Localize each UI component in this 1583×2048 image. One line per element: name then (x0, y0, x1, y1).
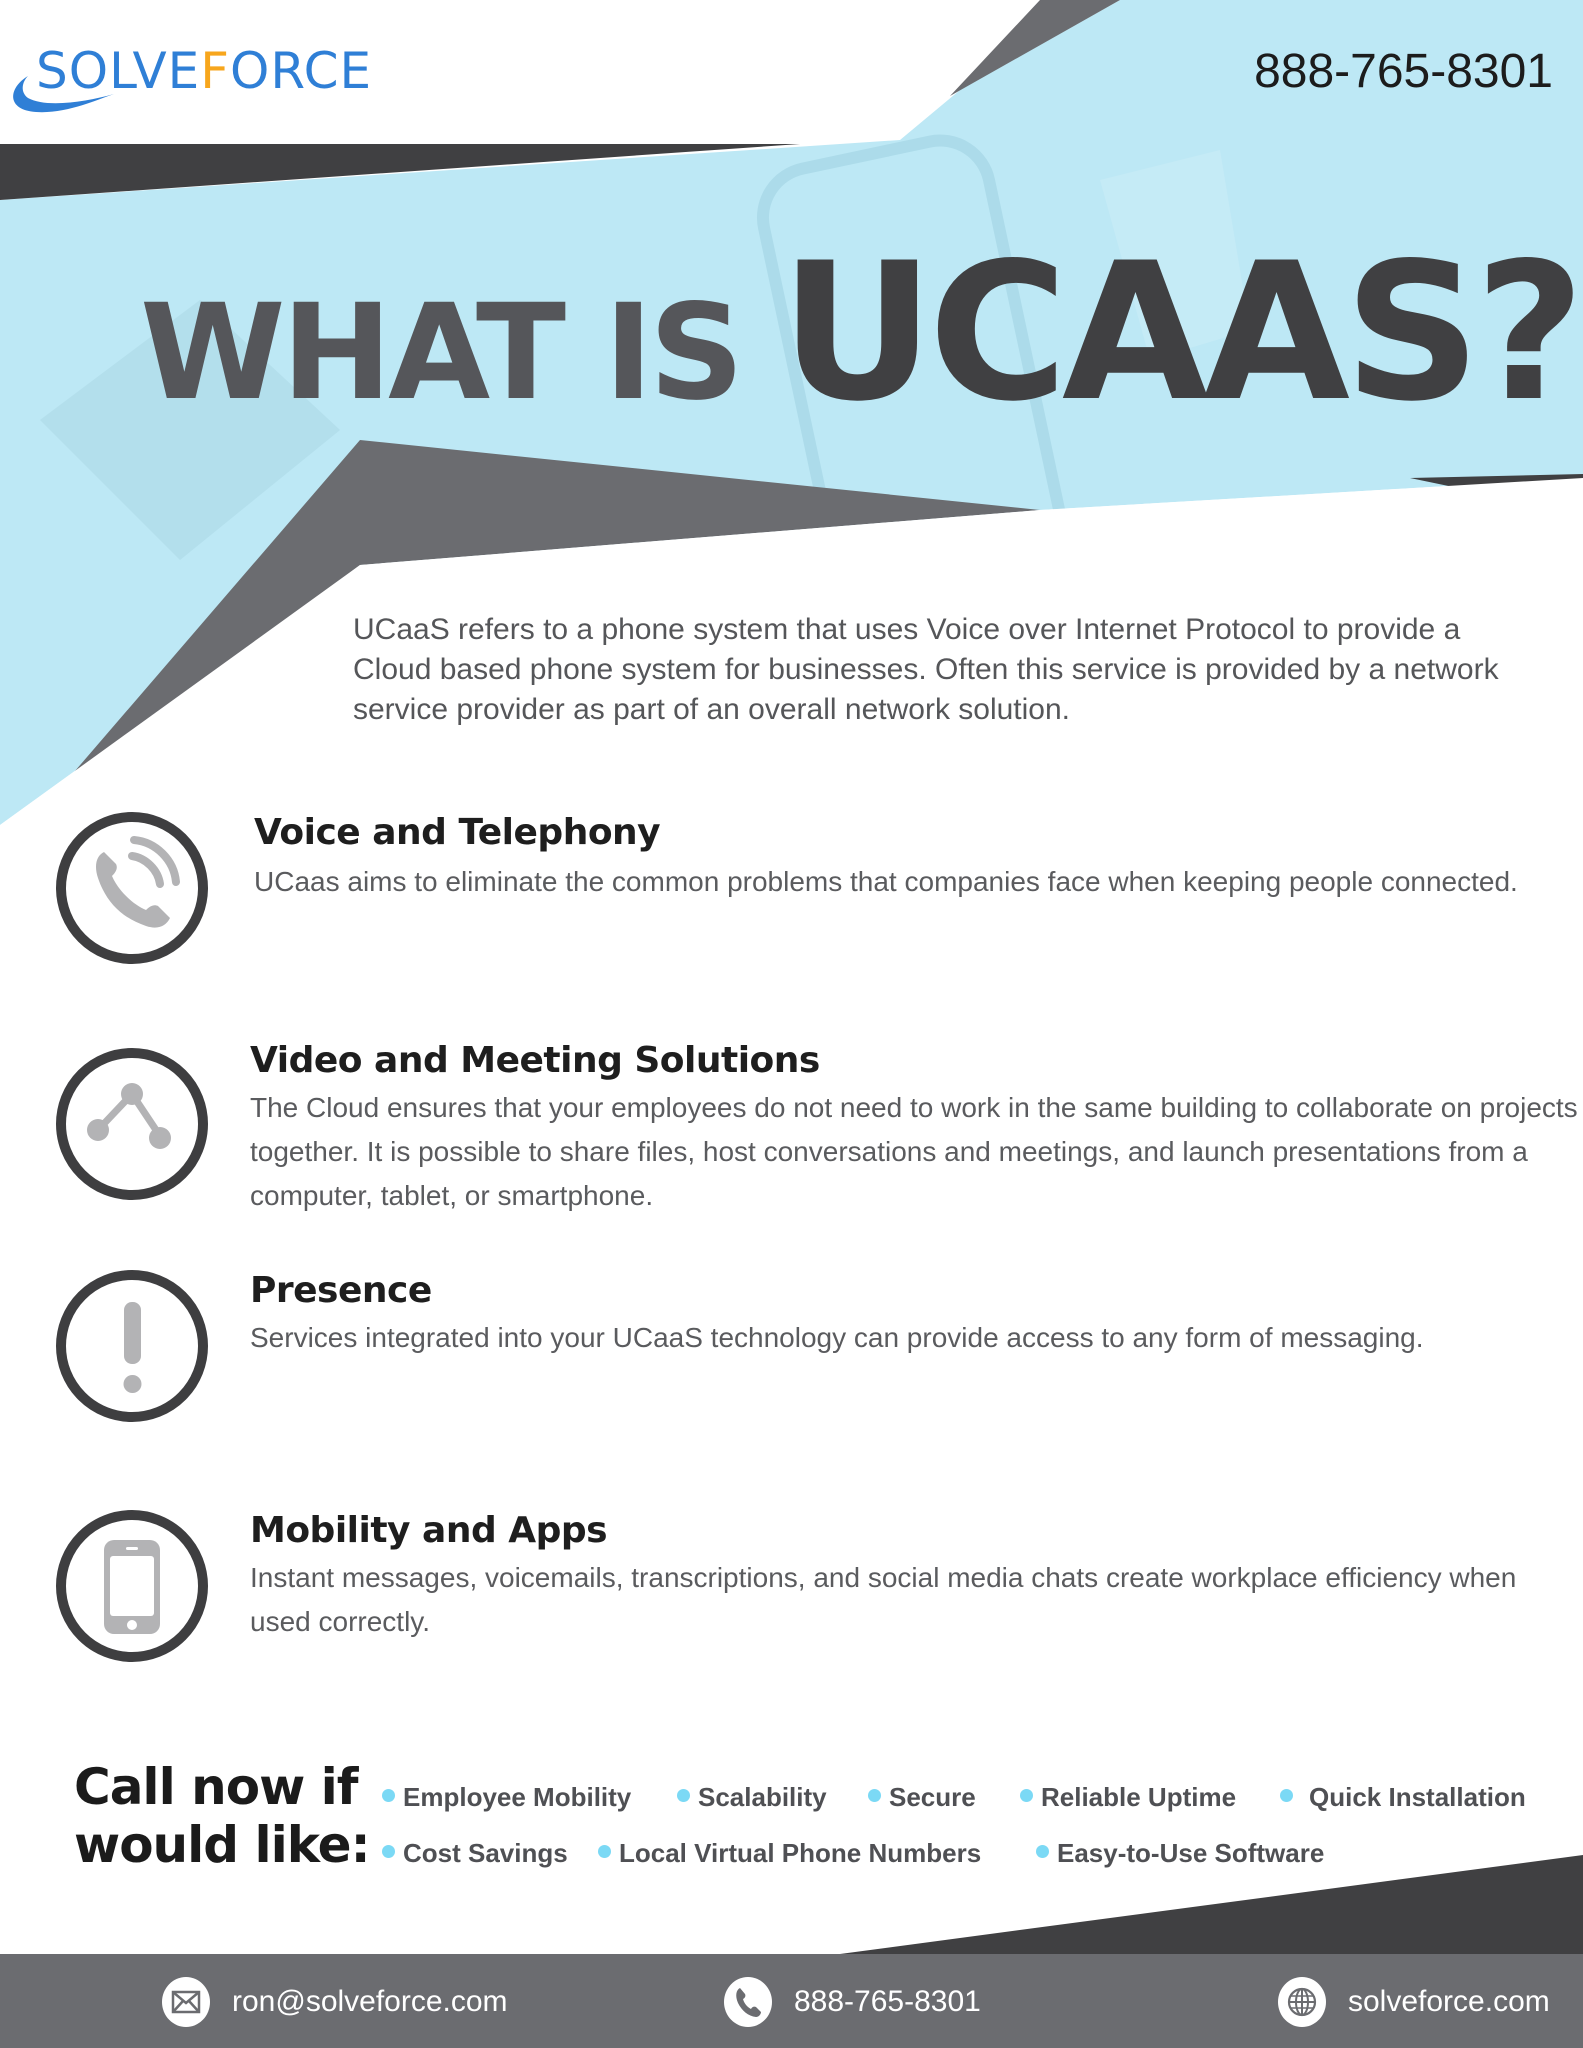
bullet-dot-icon (382, 1845, 395, 1858)
feature-description: Instant messages, voicemails, transcriptions, and social media chats create workplace efficiency when used correctly. (250, 1562, 1517, 1637)
feature-icon-ring (56, 1510, 208, 1662)
logo-part-f: F (200, 42, 231, 100)
benefit-bullet: Reliable Uptime (1020, 1782, 1236, 1813)
feature-title: Mobility and Apps (250, 1510, 608, 1551)
cta-heading (74, 1758, 370, 1874)
feature-mobility-apps (56, 1510, 1536, 1670)
hero-title-ucaas: UCAAS? (780, 222, 1580, 443)
logo-part-orce: ORCE (230, 42, 373, 100)
cta-line-2: would like: (74, 1816, 370, 1874)
bullet-dot-icon (598, 1845, 611, 1858)
feature-description: The Cloud ensures that your employees do not need to work in the same building to collaborate on projects together. It is possible to share files, host conversations and meetings, and launch presentations from a computer, tablet, or smartphone. (250, 1092, 1578, 1211)
exclamation-icon (66, 1280, 198, 1412)
footer-contact-bar (0, 1954, 1583, 2048)
footer-email[interactable] (162, 1977, 508, 2027)
footer-website-text[interactable]: solveforce.com (1348, 1985, 1550, 2018)
footer-phone-text[interactable]: 888-765-8301 (794, 1985, 981, 2018)
feature-icon-ring (56, 1048, 208, 1200)
footer-phone[interactable] (724, 1977, 981, 2027)
feature-presence (56, 1270, 1536, 1430)
solveforce-logo[interactable] (6, 38, 446, 118)
phone-icon (66, 822, 198, 954)
benefit-bullet: Local Virtual Phone Numbers (598, 1838, 981, 1869)
globe-icon (1278, 1977, 1326, 2027)
feature-description: Services integrated into your UCaaS technology can provide access to any form of messaging. (250, 1322, 1424, 1353)
feature-icon-ring (56, 1270, 208, 1422)
feature-title: Voice and Telephony (254, 812, 661, 853)
intro-paragraph: UCaaS refers to a phone system that uses Voice over Internet Protocol to provide a Cloud based phone system for businesses. Often this service is provided by a network service provider as part of an overall network solution. (353, 613, 1499, 726)
footer-email-text[interactable]: ron@solveforce.com (232, 1985, 508, 2018)
benefit-bullet: Quick Installation (1280, 1782, 1526, 1813)
feature-icon-ring (56, 812, 208, 964)
envelope-icon (162, 1977, 210, 2027)
hero-title (140, 222, 1579, 443)
feature-video-meeting (56, 1040, 1578, 1211)
bullet-dot-icon (868, 1789, 881, 1802)
phone-icon (724, 1977, 772, 2027)
benefit-bullet: Scalability (677, 1782, 827, 1813)
bullet-dot-icon (1036, 1845, 1049, 1858)
feature-title: Presence (250, 1270, 432, 1311)
cta-line-1: Call now if (74, 1758, 358, 1816)
smartphone-icon (66, 1520, 198, 1652)
benefit-bullet: Easy-to-Use Software (1036, 1838, 1324, 1869)
feature-voice-telephony (56, 812, 1536, 972)
feature-description: UCaas aims to eliminate the common problems that companies face when keeping people connected. (254, 866, 1518, 897)
hero-title-what-is: WHAT IS (140, 276, 741, 430)
bullet-dot-icon (1280, 1789, 1293, 1802)
benefit-bullet: Employee Mobility (382, 1782, 631, 1813)
benefit-bullet: Cost Savings (382, 1838, 568, 1869)
footer-website[interactable] (1278, 1977, 1550, 2027)
bullet-dot-icon (382, 1789, 395, 1802)
logo-part-solve: SOLVE (36, 42, 201, 100)
feature-title: Video and Meeting Solutions (250, 1040, 820, 1081)
bullet-dot-icon (1020, 1789, 1033, 1802)
benefit-bullet: Secure (868, 1782, 976, 1813)
header-phone[interactable]: 888-765-8301 (1254, 45, 1553, 98)
share-network-icon (66, 1058, 198, 1190)
bullet-dot-icon (677, 1789, 690, 1802)
